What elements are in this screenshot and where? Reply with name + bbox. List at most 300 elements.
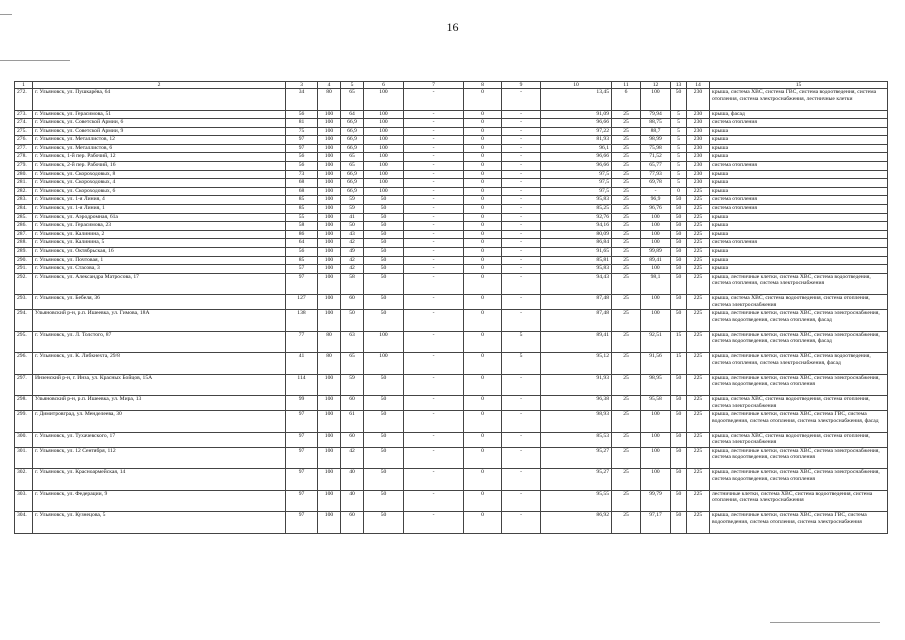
value-cell: - (404, 110, 464, 119)
value-cell: - (404, 136, 464, 145)
value-cell: 61 (341, 411, 364, 433)
row-number-cell: 281. (15, 179, 33, 188)
value-cell: 100 (364, 162, 404, 171)
row-number-cell: 290. (15, 256, 33, 265)
value-cell: 68 (286, 187, 318, 196)
table-row (15, 432, 888, 447)
table-row (15, 205, 888, 214)
value-cell: 66,9 (341, 119, 364, 128)
value-cell: 138 (286, 310, 318, 332)
value-cell: 42 (341, 256, 364, 265)
value-cell: 25 (612, 179, 641, 188)
value-cell: 0 (464, 265, 502, 274)
value-cell: 5 (502, 331, 541, 353)
value-cell: 50 (341, 310, 364, 332)
value-cell: 50 (364, 222, 404, 231)
work-types-cell: крыша, система ХВС, система водоотведения, система отопления, система электроснабжения (710, 432, 888, 447)
row-number-cell: 284. (15, 205, 33, 214)
work-types-cell: крыша, лестничные клетки, система ХВС, система электроснабжения, система водоотведения, система отопления (710, 469, 888, 491)
value-cell: 50 (671, 213, 687, 222)
value-cell: 66,9 (341, 144, 364, 153)
value-cell: 230 (687, 110, 710, 119)
value-cell: 91,65 (541, 248, 612, 257)
value-cell: 100 (318, 205, 341, 214)
value-cell: 59 (341, 374, 364, 396)
value-cell: 100 (318, 196, 341, 205)
work-types-cell: крыша, лестничные клетки, система ХВС, система электроснабжения, система водоотведения, система отопления (710, 447, 888, 469)
column-header: 4 (318, 82, 341, 89)
address-cell: г. Ульяновск, ул. Красноармейская, 14 (33, 469, 286, 491)
value-cell: 225 (687, 265, 710, 274)
value-cell: 230 (687, 119, 710, 128)
value-cell: 25 (612, 196, 641, 205)
value-cell: 96,66 (541, 153, 612, 162)
work-types-cell: крыша (710, 265, 888, 274)
value-cell: 230 (687, 144, 710, 153)
value-cell: - (404, 162, 464, 171)
value-cell: 0 (464, 411, 502, 433)
value-cell: 5 (671, 162, 687, 171)
work-types-cell: крыша (710, 222, 888, 231)
column-header: 2 (33, 82, 286, 89)
value-cell: 96,38 (541, 396, 612, 411)
table-row (15, 265, 888, 274)
scan-mark (770, 622, 880, 623)
address-cell: г. Ульяновск, ул. Аэродромная, 61а (33, 213, 286, 222)
value-cell: 50 (671, 205, 687, 214)
value-cell: 100 (318, 153, 341, 162)
value-cell: - (404, 196, 464, 205)
value-cell: 100 (364, 170, 404, 179)
address-cell: г. Ульяновск, ул. Скороходовых, 6 (33, 187, 286, 196)
value-cell: 86,92 (541, 512, 612, 534)
value-cell: - (502, 374, 541, 396)
value-cell: 58 (341, 273, 364, 295)
value-cell: 225 (687, 432, 710, 447)
value-cell: 87,48 (541, 310, 612, 332)
value-cell: 0 (671, 187, 687, 196)
value-cell: 0 (464, 469, 502, 491)
value-cell: - (502, 469, 541, 491)
address-cell: г. Димитровград, ул. Менделеева, 30 (33, 411, 286, 433)
value-cell: 0 (464, 213, 502, 222)
value-cell: 25 (612, 248, 641, 257)
value-cell: 100 (318, 213, 341, 222)
table-row (15, 239, 888, 248)
value-cell: 225 (687, 295, 710, 310)
value-cell: 100 (318, 432, 341, 447)
address-cell: г. Ульяновск, ул. Александра Матросова, 17 (33, 273, 286, 295)
address-cell: г. Ульяновск, ул. Пушкарёва, 64 (33, 89, 286, 111)
address-cell: г. Ульяновск, ул. Скороходовых, 4 (33, 179, 286, 188)
table-row (15, 119, 888, 128)
value-cell: 230 (687, 136, 710, 145)
work-types-cell: лестничные клетки, система ХВС, система водоотведения, система отопления, система электроснабжения (710, 490, 888, 512)
value-cell: 25 (612, 411, 641, 433)
value-cell: 100 (318, 239, 341, 248)
value-cell: 0 (464, 490, 502, 512)
value-cell: 50 (364, 447, 404, 469)
value-cell: 56 (286, 153, 318, 162)
value-cell: 50 (671, 374, 687, 396)
value-cell: 0 (464, 230, 502, 239)
value-cell: 100 (641, 265, 671, 274)
value-cell: 0 (464, 353, 502, 375)
value-cell: - (502, 89, 541, 111)
value-cell: 25 (612, 230, 641, 239)
value-cell: 85,53 (541, 432, 612, 447)
row-number-cell: 301. (15, 447, 33, 469)
value-cell: 89,41 (641, 256, 671, 265)
value-cell: 65 (341, 162, 364, 171)
value-cell: 50 (364, 248, 404, 257)
value-cell: - (502, 179, 541, 188)
value-cell: 0 (464, 179, 502, 188)
column-header: 5 (341, 82, 364, 89)
value-cell: - (404, 396, 464, 411)
value-cell: 92,51 (641, 331, 671, 353)
value-cell: 50 (364, 213, 404, 222)
table-row (15, 213, 888, 222)
table-row (15, 353, 888, 375)
value-cell: 100 (364, 187, 404, 196)
value-cell: - (502, 119, 541, 128)
address-cell: г. Ульяновск, ул. Калинина, 2 (33, 230, 286, 239)
value-cell: - (502, 239, 541, 248)
value-cell: - (404, 153, 464, 162)
value-cell: 85 (286, 256, 318, 265)
column-header: 7 (404, 82, 464, 89)
work-types-cell: крыша, система ХВС, система ГВС, система водоотведения, система отопления, система электроснабжения, лестничные клетки (710, 89, 888, 111)
value-cell: 71,52 (641, 153, 671, 162)
value-cell: 50 (671, 265, 687, 274)
value-cell: 77 (286, 331, 318, 353)
column-header: 9 (502, 82, 541, 89)
value-cell: - (404, 213, 464, 222)
value-cell: 65 (341, 89, 364, 111)
work-types-cell: крыша, фасад (710, 110, 888, 119)
value-cell: 0 (464, 295, 502, 310)
value-cell: - (502, 110, 541, 119)
value-cell: 60 (341, 396, 364, 411)
address-cell: г. Ульяновск, ул. Металлистов, 6 (33, 144, 286, 153)
value-cell: 100 (318, 273, 341, 295)
address-cell: г. Ульяновск, 2-й пер. Рабочий, 16 (33, 162, 286, 171)
row-number-cell: 288. (15, 239, 33, 248)
value-cell: 95,12 (541, 353, 612, 375)
value-cell: 91,09 (541, 110, 612, 119)
value-cell: 100 (364, 179, 404, 188)
value-cell: 25 (612, 119, 641, 128)
value-cell: - (404, 353, 464, 375)
value-cell: 100 (641, 213, 671, 222)
value-cell: 41 (286, 353, 318, 375)
value-cell: 65 (341, 353, 364, 375)
value-cell: 100 (641, 239, 671, 248)
value-cell: - (404, 187, 464, 196)
value-cell: 50 (671, 447, 687, 469)
value-cell: 99,89 (641, 248, 671, 257)
value-cell: 40 (341, 469, 364, 491)
value-cell: 40 (341, 490, 364, 512)
value-cell: 63 (341, 331, 364, 353)
value-cell: 25 (612, 213, 641, 222)
value-cell: 50 (364, 469, 404, 491)
value-cell: - (502, 187, 541, 196)
value-cell: 97,5 (541, 170, 612, 179)
address-cell: г. Ульяновск, ул. Скороходовых, 8 (33, 170, 286, 179)
row-number-cell: 291. (15, 265, 33, 274)
value-cell: 100 (364, 144, 404, 153)
value-cell: 89,41 (541, 331, 612, 353)
value-cell: 100 (318, 469, 341, 491)
row-number-cell: 276. (15, 136, 33, 145)
table-row (15, 310, 888, 332)
row-number-cell: 294. (15, 310, 33, 332)
row-number-cell: 302. (15, 469, 33, 491)
value-cell: 50 (364, 256, 404, 265)
value-cell: 25 (612, 295, 641, 310)
row-number-cell: 295. (15, 331, 33, 353)
value-cell: 73 (286, 170, 318, 179)
value-cell: 50 (671, 396, 687, 411)
value-cell: 225 (687, 310, 710, 332)
value-cell: 127 (286, 295, 318, 310)
value-cell: 50 (364, 374, 404, 396)
value-cell: 25 (612, 205, 641, 214)
row-number-cell: 280. (15, 170, 33, 179)
value-cell: 75,98 (641, 144, 671, 153)
value-cell: 41 (341, 213, 364, 222)
row-number-cell: 289. (15, 248, 33, 257)
value-cell: 0 (464, 256, 502, 265)
value-cell: 97,5 (541, 179, 612, 188)
row-number-cell: 277. (15, 144, 33, 153)
value-cell: 79,94 (641, 110, 671, 119)
value-cell: - (404, 170, 464, 179)
value-cell: 0 (464, 205, 502, 214)
value-cell: 225 (687, 196, 710, 205)
value-cell: - (502, 230, 541, 239)
value-cell: 100 (318, 136, 341, 145)
row-number-cell: 282. (15, 187, 33, 196)
work-types-cell: крыша, лестничные клетки, система ХВС, система водоотведения, система отопления, система электроснабжения, фасад (710, 353, 888, 375)
value-cell: 97 (286, 136, 318, 145)
value-cell: 88,7 (641, 127, 671, 136)
value-cell: - (404, 432, 464, 447)
value-cell: - (502, 222, 541, 231)
value-cell: 50 (671, 411, 687, 433)
value-cell: - (404, 230, 464, 239)
value-cell: - (502, 162, 541, 171)
value-cell: 25 (612, 187, 641, 196)
work-types-cell: система отопления (710, 205, 888, 214)
value-cell: - (404, 469, 464, 491)
value-cell: - (404, 374, 464, 396)
address-cell: г. Ульяновск, ул. Почтовая, 1 (33, 256, 286, 265)
address-cell: г. Ульяновск, ул. Федерации, 9 (33, 490, 286, 512)
value-cell: 97 (286, 469, 318, 491)
value-cell: 100 (318, 396, 341, 411)
table-row (15, 447, 888, 469)
value-cell: 97 (286, 411, 318, 433)
value-cell: 42 (341, 447, 364, 469)
value-cell: 100 (641, 295, 671, 310)
value-cell: 100 (318, 248, 341, 257)
value-cell: 0 (464, 512, 502, 534)
value-cell: 68 (286, 179, 318, 188)
value-cell: 100 (641, 447, 671, 469)
work-types-cell: система отопления (710, 119, 888, 128)
value-cell: 80 (318, 353, 341, 375)
value-cell: 225 (687, 187, 710, 196)
value-cell: 80 (318, 331, 341, 353)
scan-mark (0, 60, 70, 61)
column-header: 1 (15, 82, 33, 89)
value-cell: 0 (464, 153, 502, 162)
work-types-cell: крыша (710, 144, 888, 153)
value-cell: 5 (671, 136, 687, 145)
value-cell: - (502, 265, 541, 274)
value-cell: 59 (341, 205, 364, 214)
address-cell: г. Ульяновск, ул. Л. Толстого, 87 (33, 331, 286, 353)
value-cell: - (502, 432, 541, 447)
value-cell: 98,93 (541, 411, 612, 433)
value-cell: 97,22 (541, 127, 612, 136)
value-cell: 100 (641, 310, 671, 332)
value-cell: 0 (464, 239, 502, 248)
row-number-cell: 293. (15, 295, 33, 310)
value-cell: 43 (341, 230, 364, 239)
value-cell: 42 (341, 265, 364, 274)
value-cell: - (502, 248, 541, 257)
value-cell: 81 (286, 119, 318, 128)
table-row (15, 162, 888, 171)
value-cell: 50 (364, 265, 404, 274)
work-types-cell: крыша, лестничные клетки, система ХВС, система водоотведения, система отопления, система электроснабжения (710, 273, 888, 295)
value-cell: 0 (464, 248, 502, 257)
row-number-cell: 272. (15, 89, 33, 111)
address-cell: г. Ульяновск, ул. Бебеля, 36 (33, 295, 286, 310)
work-types-cell: крыша, лестничные клетки, система ХВС, система ГВС, система водоотведения, система отопления, система электроснабжения, фасад (710, 411, 888, 433)
address-cell: г. Ульяновск, ул. Стасова, 3 (33, 265, 286, 274)
column-header: 10 (541, 82, 612, 89)
value-cell: 95,55 (541, 490, 612, 512)
value-cell: 25 (612, 256, 641, 265)
value-cell: 0 (464, 136, 502, 145)
value-cell: 66,9 (341, 187, 364, 196)
value-cell: 50 (671, 89, 687, 111)
work-types-cell: крыша (710, 127, 888, 136)
row-number-cell: 292. (15, 273, 33, 295)
row-number-cell: 285. (15, 213, 33, 222)
value-cell: - (404, 295, 464, 310)
value-cell: - (404, 447, 464, 469)
value-cell: 100 (318, 170, 341, 179)
value-cell: - (641, 187, 671, 196)
value-cell: - (502, 256, 541, 265)
value-cell: 5 (502, 353, 541, 375)
value-cell: 0 (464, 396, 502, 411)
value-cell: 81,93 (541, 136, 612, 145)
table-row (15, 512, 888, 534)
address-cell: г. Ульяновск, 1-й пер. Рабочий, 12 (33, 153, 286, 162)
value-cell: 97,5 (541, 187, 612, 196)
value-cell: 96,9 (641, 196, 671, 205)
value-cell: 100 (641, 411, 671, 433)
value-cell: 100 (641, 230, 671, 239)
address-cell: Ульяновский р-н, р.п. Ишеевка, ул. Гимова, 18А (33, 310, 286, 332)
value-cell: - (502, 447, 541, 469)
value-cell: 95,83 (541, 196, 612, 205)
address-cell: г. Ульяновск, ул. Калинина, 5 (33, 239, 286, 248)
value-cell: 66,9 (341, 136, 364, 145)
value-cell: 225 (687, 490, 710, 512)
value-cell: - (404, 239, 464, 248)
address-cell: г. Ульяновск, ул. Октябрьская, 16 (33, 248, 286, 257)
value-cell: 50 (671, 512, 687, 534)
value-cell: - (404, 256, 464, 265)
value-cell: 66,9 (341, 179, 364, 188)
value-cell: 25 (612, 374, 641, 396)
value-cell: 86 (286, 230, 318, 239)
value-cell: 25 (612, 432, 641, 447)
value-cell: 80 (318, 89, 341, 111)
value-cell: - (502, 144, 541, 153)
work-types-cell: крыша, лестничные клетки, система ХВС, система электроснабжения, система водоотведения, система отопления, фасад (710, 310, 888, 332)
value-cell: 91,56 (641, 353, 671, 375)
work-types-cell: система отопления (710, 239, 888, 248)
value-cell: 94,16 (541, 222, 612, 231)
value-cell: 6 (612, 89, 641, 111)
value-cell: 230 (687, 170, 710, 179)
table-row (15, 230, 888, 239)
value-cell: 50 (671, 273, 687, 295)
value-cell: 25 (612, 447, 641, 469)
value-cell: 49 (341, 248, 364, 257)
value-cell: 100 (641, 432, 671, 447)
value-cell: 98,95 (641, 374, 671, 396)
value-cell: 100 (318, 230, 341, 239)
value-cell: - (404, 119, 464, 128)
value-cell: 50 (364, 196, 404, 205)
table-row (15, 144, 888, 153)
value-cell: 80,09 (541, 230, 612, 239)
value-cell: 0 (464, 162, 502, 171)
value-cell: - (502, 295, 541, 310)
value-cell: 56 (286, 162, 318, 171)
value-cell: 0 (464, 432, 502, 447)
table-row (15, 256, 888, 265)
value-cell: 100 (318, 222, 341, 231)
table-row (15, 222, 888, 231)
column-header: 11 (612, 82, 641, 89)
value-cell: 91,93 (541, 374, 612, 396)
column-header: 15 (710, 82, 888, 89)
value-cell: - (404, 205, 464, 214)
value-cell: 59 (341, 196, 364, 205)
value-cell: 65,77 (641, 162, 671, 171)
value-cell: 60 (341, 295, 364, 310)
value-cell: - (502, 396, 541, 411)
column-header: 13 (671, 82, 687, 89)
value-cell: 97 (286, 447, 318, 469)
value-cell: 230 (687, 127, 710, 136)
value-cell: 50 (671, 310, 687, 332)
value-cell: 100 (318, 187, 341, 196)
value-cell: 64 (286, 239, 318, 248)
work-types-cell: крыша (710, 256, 888, 265)
